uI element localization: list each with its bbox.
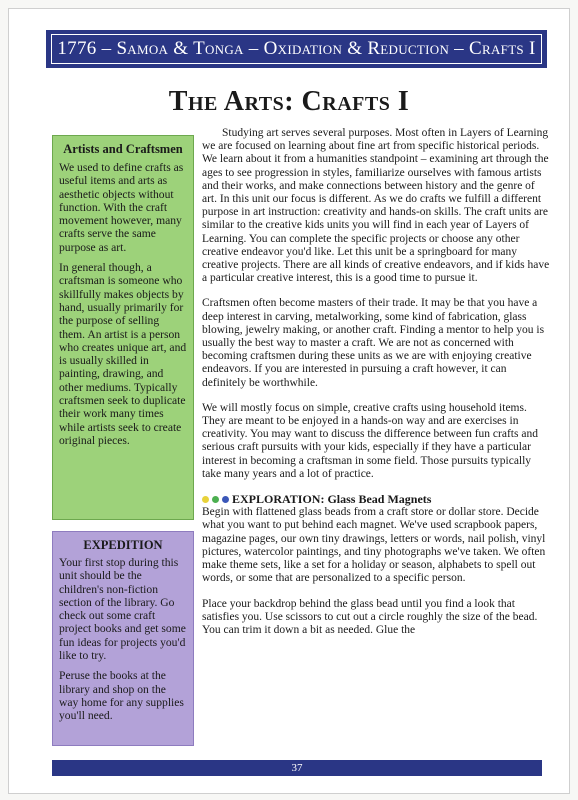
header-band	[46, 30, 547, 68]
page-title: The Arts: Crafts I	[168, 86, 410, 117]
exploration-heading-text: EXPLORATION: Glass Bead Magnets	[232, 492, 432, 507]
sidebar-expedition-title: EXPEDITION	[83, 538, 163, 552]
exploration-heading	[202, 493, 552, 506]
exploration-paragraph-1: Begin with flattened glass beads from a craft store or dollar store. Decide what you want to put behind each magnet. We've used scrapbook papers, magazine pages, our own tiny drawings, letters or words, nail polish, vinyl pictures, watercolor paintings, and tiny photographs we've taken. We often make theme sets, like a set for a holiday or season, alphabets to spell out words, or some that are personalized to a specific person.	[202, 506, 546, 585]
main-paragraph-1: Studying art serves several purposes. Most often in Layers of Learning we are focused on learning about fine art from specific historical periods. We learn about it from a humanities standpoint – examining art through the ages to see progression in styles, familiarize ourselves with famous artists and their works, and make connections between history and the genre of art. In this unit our focus is different. As we do crafts we fulfill a different purpose in art instruction: creativity and hands-on skills. The craft units are similar to the creative kids units you will find in each year of Layers of Learning. You can complete the specific projects or choose any other creative endeavor you'd like. Let this unit be a springboard for many creative projects. There are all kinds of creative endeavors, and if kids have a particular creative interest, this is a good time to pursue it.	[202, 127, 550, 285]
level-dot-icon-yellow	[202, 496, 209, 503]
footer-band	[52, 760, 542, 776]
page-number: 37	[291, 762, 303, 774]
sidebar-artists-paragraph-1: We used to define crafts as useful items and arts as aesthetic objects without function. With the craft movement however, many crafts serve the same purpose as art.	[59, 161, 184, 254]
sidebar-expedition	[52, 531, 194, 746]
header-band-title: 1776 – Samoa & Tonga – Oxidation & Reduction – Crafts I	[57, 38, 536, 59]
sidebar-artists-paragraph-2: In general though, a craftsman is someone who skillfully makes objects by hand, usually primarily for the purpose of selling them. An artist is a person who creates unique art, and is usually skilled in painting, drawing, and other mediums. Typically craftsmen seek to duplicate their work many times while artists seek to create original pieces.	[59, 261, 187, 447]
exploration-paragraph-2: Place your backdrop behind the glass bead until you find a look that satisfies you. Use scissors to cut out a circle roughly the size of the bead. You can trim it down a bit as needed. Glue the	[202, 597, 538, 636]
sidebar-artists-and-craftsmen	[52, 135, 194, 520]
sidebar-expedition-paragraph-2: Peruse the books at the library and shop on the way home for any supplies you'll need.	[59, 669, 184, 723]
main-paragraph-2: Craftsmen often become masters of their trade. It may be that you have a deep interest in carving, metalworking, some kind of fabrication, glass blowing, jewelry making, or another craft. Finding a mentor to help you is usually the best way to master a craft. We are not as concerned with becoming craftsmen during these units as we are with enjoying creative endeavors. If you are interested in pursuing a craft however, it can definitely be worthwhile.	[202, 297, 545, 389]
level-dot-icon-blue	[222, 496, 229, 503]
main-text-column	[202, 127, 552, 649]
sidebar-expedition-paragraph-1: Your first stop during this unit should be the children's non-fiction section of the library. Go check out some craft project books and get some fun ideas for projects you'd like to try.	[59, 556, 186, 663]
level-dot-icon-green	[212, 496, 219, 503]
main-paragraph-3: We will mostly focus on simple, creative crafts using household items. They are meant to be enjoyed in a hands-on way and are exercises in creativity. You may want to discuss the difference between fun crafts and serious craft pursuits with your kids, especially if they have a particular interest in becoming a craftsman in some field. Those pursuits typically take many years and a lot of practice.	[202, 401, 538, 480]
sidebar-artists-title: Artists and Craftsmen	[63, 142, 183, 156]
